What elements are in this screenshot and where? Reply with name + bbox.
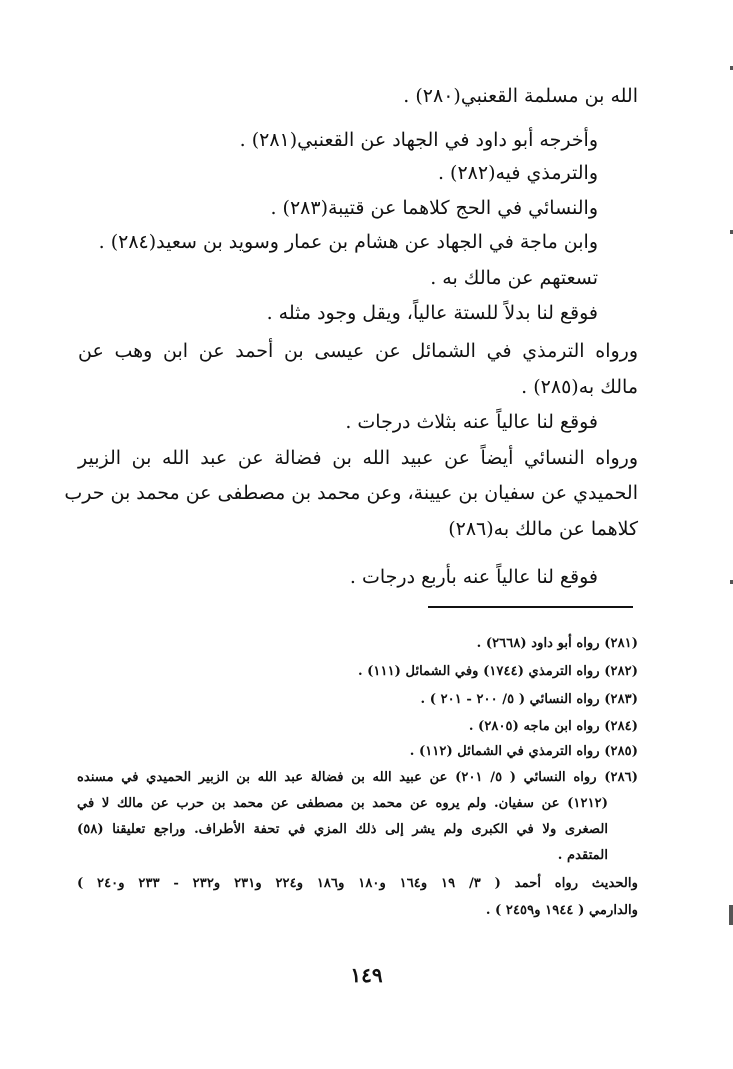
- footnote-285: (٢٨٥) رواه الترمذي في الشمائل (١١٢) .: [409, 744, 638, 759]
- body-line-14: فوقع لنا عالياً عنه بأربع درجات .: [349, 566, 598, 588]
- footnote-283: (٢٨٣) رواه النسائي ( ٥/ ٢٠٠ - ٢٠١ ) .: [420, 692, 638, 707]
- body-line-2: وأخرجه أبو داود في الجهاد عن القعنبي(٢٨١) .: [239, 129, 598, 151]
- body-line-3: والترمذي فيه(٢٨٢) .: [437, 162, 598, 184]
- body-line-4: والنسائي في الحج كلاهما عن قتيبة(٢٨٣) .: [270, 197, 598, 219]
- body-line-5: وابن ماجة في الجهاد عن هشام بن عمار وسويد بن سعيد(٢٨٤) .: [98, 231, 598, 253]
- footnote-281: (٢٨١) رواه أبو داود (٢٦٦٨) .: [476, 636, 638, 651]
- body-line-10: فوقع لنا عالياً عنه بثلاث درجات .: [345, 411, 598, 433]
- body-line-13: كلاهما عن مالك به(٢٨٦): [448, 518, 638, 540]
- body-line-7: فوقع لنا بدلاً للستة عالياً، ويقل وجود مثله .: [266, 302, 598, 324]
- footnote-284: (٢٨٤) رواه ابن ماجه (٢٨٠٥) .: [468, 719, 638, 734]
- footnote-hadith-line-2: والدارمي ( ١٩٤٤ و٢٤٥٩ ) .: [485, 903, 638, 918]
- body-line-9: مالك به(٢٨٥) .: [521, 376, 638, 398]
- footnote-286-line-1: (٢٨٦) رواه النسائي ( ٥/ ٢٠١) عن عبيد الله بن فضالة عبد الله بن الزبير الحميدي في مسنده: [77, 770, 638, 785]
- page-number: ١٤٩: [350, 963, 383, 987]
- body-line-12: الحميدي عن سفيان بن عيينة، وعن محمد بن مصطفى عن محمد بن حرب: [64, 482, 638, 504]
- body-line-6: تسعتهم عن مالك به .: [430, 267, 598, 289]
- body-line-1: الله بن مسلمة القعنبي(٢٨٠) .: [403, 85, 638, 107]
- body-line-8: ورواه الترمذي في الشمائل عن عيسى بن أحمد عن ابن وهب عن: [78, 340, 638, 362]
- footnote-separator: [428, 606, 633, 608]
- scan-edge-mark: [729, 905, 733, 925]
- footnote-282: (٢٨٢) رواه الترمذي (١٧٤٤) وفي الشمائل (١١١) .: [357, 664, 638, 679]
- footnote-hadith-line-1: والحديث رواه أحمد ( ٣/ ١٩ و١٦٤ و١٨٠ و١٨٦ و٢٢٤ و٢٣١ و٢٣٢ - ٢٣٣ و٢٤٠ ): [77, 876, 638, 891]
- footnote-286-line-3: الصغرى ولا في الكبرى ولم يشر إلى ذلك المزي في تحفة الأطراف. وراجع تعليقنا (٥٨): [77, 822, 608, 837]
- body-line-11: ورواه النسائي أيضاً عن عبيد الله بن فضالة عن عبد الله بن الزبير: [78, 447, 638, 469]
- footnote-286-line-2: (١٢١٢) عن سفيان. ولم يروه عن محمد بن مصطفى عن محمد بن حرب عن مالك لا في: [77, 796, 608, 811]
- footnote-286-line-4: المتقدم .: [557, 848, 608, 863]
